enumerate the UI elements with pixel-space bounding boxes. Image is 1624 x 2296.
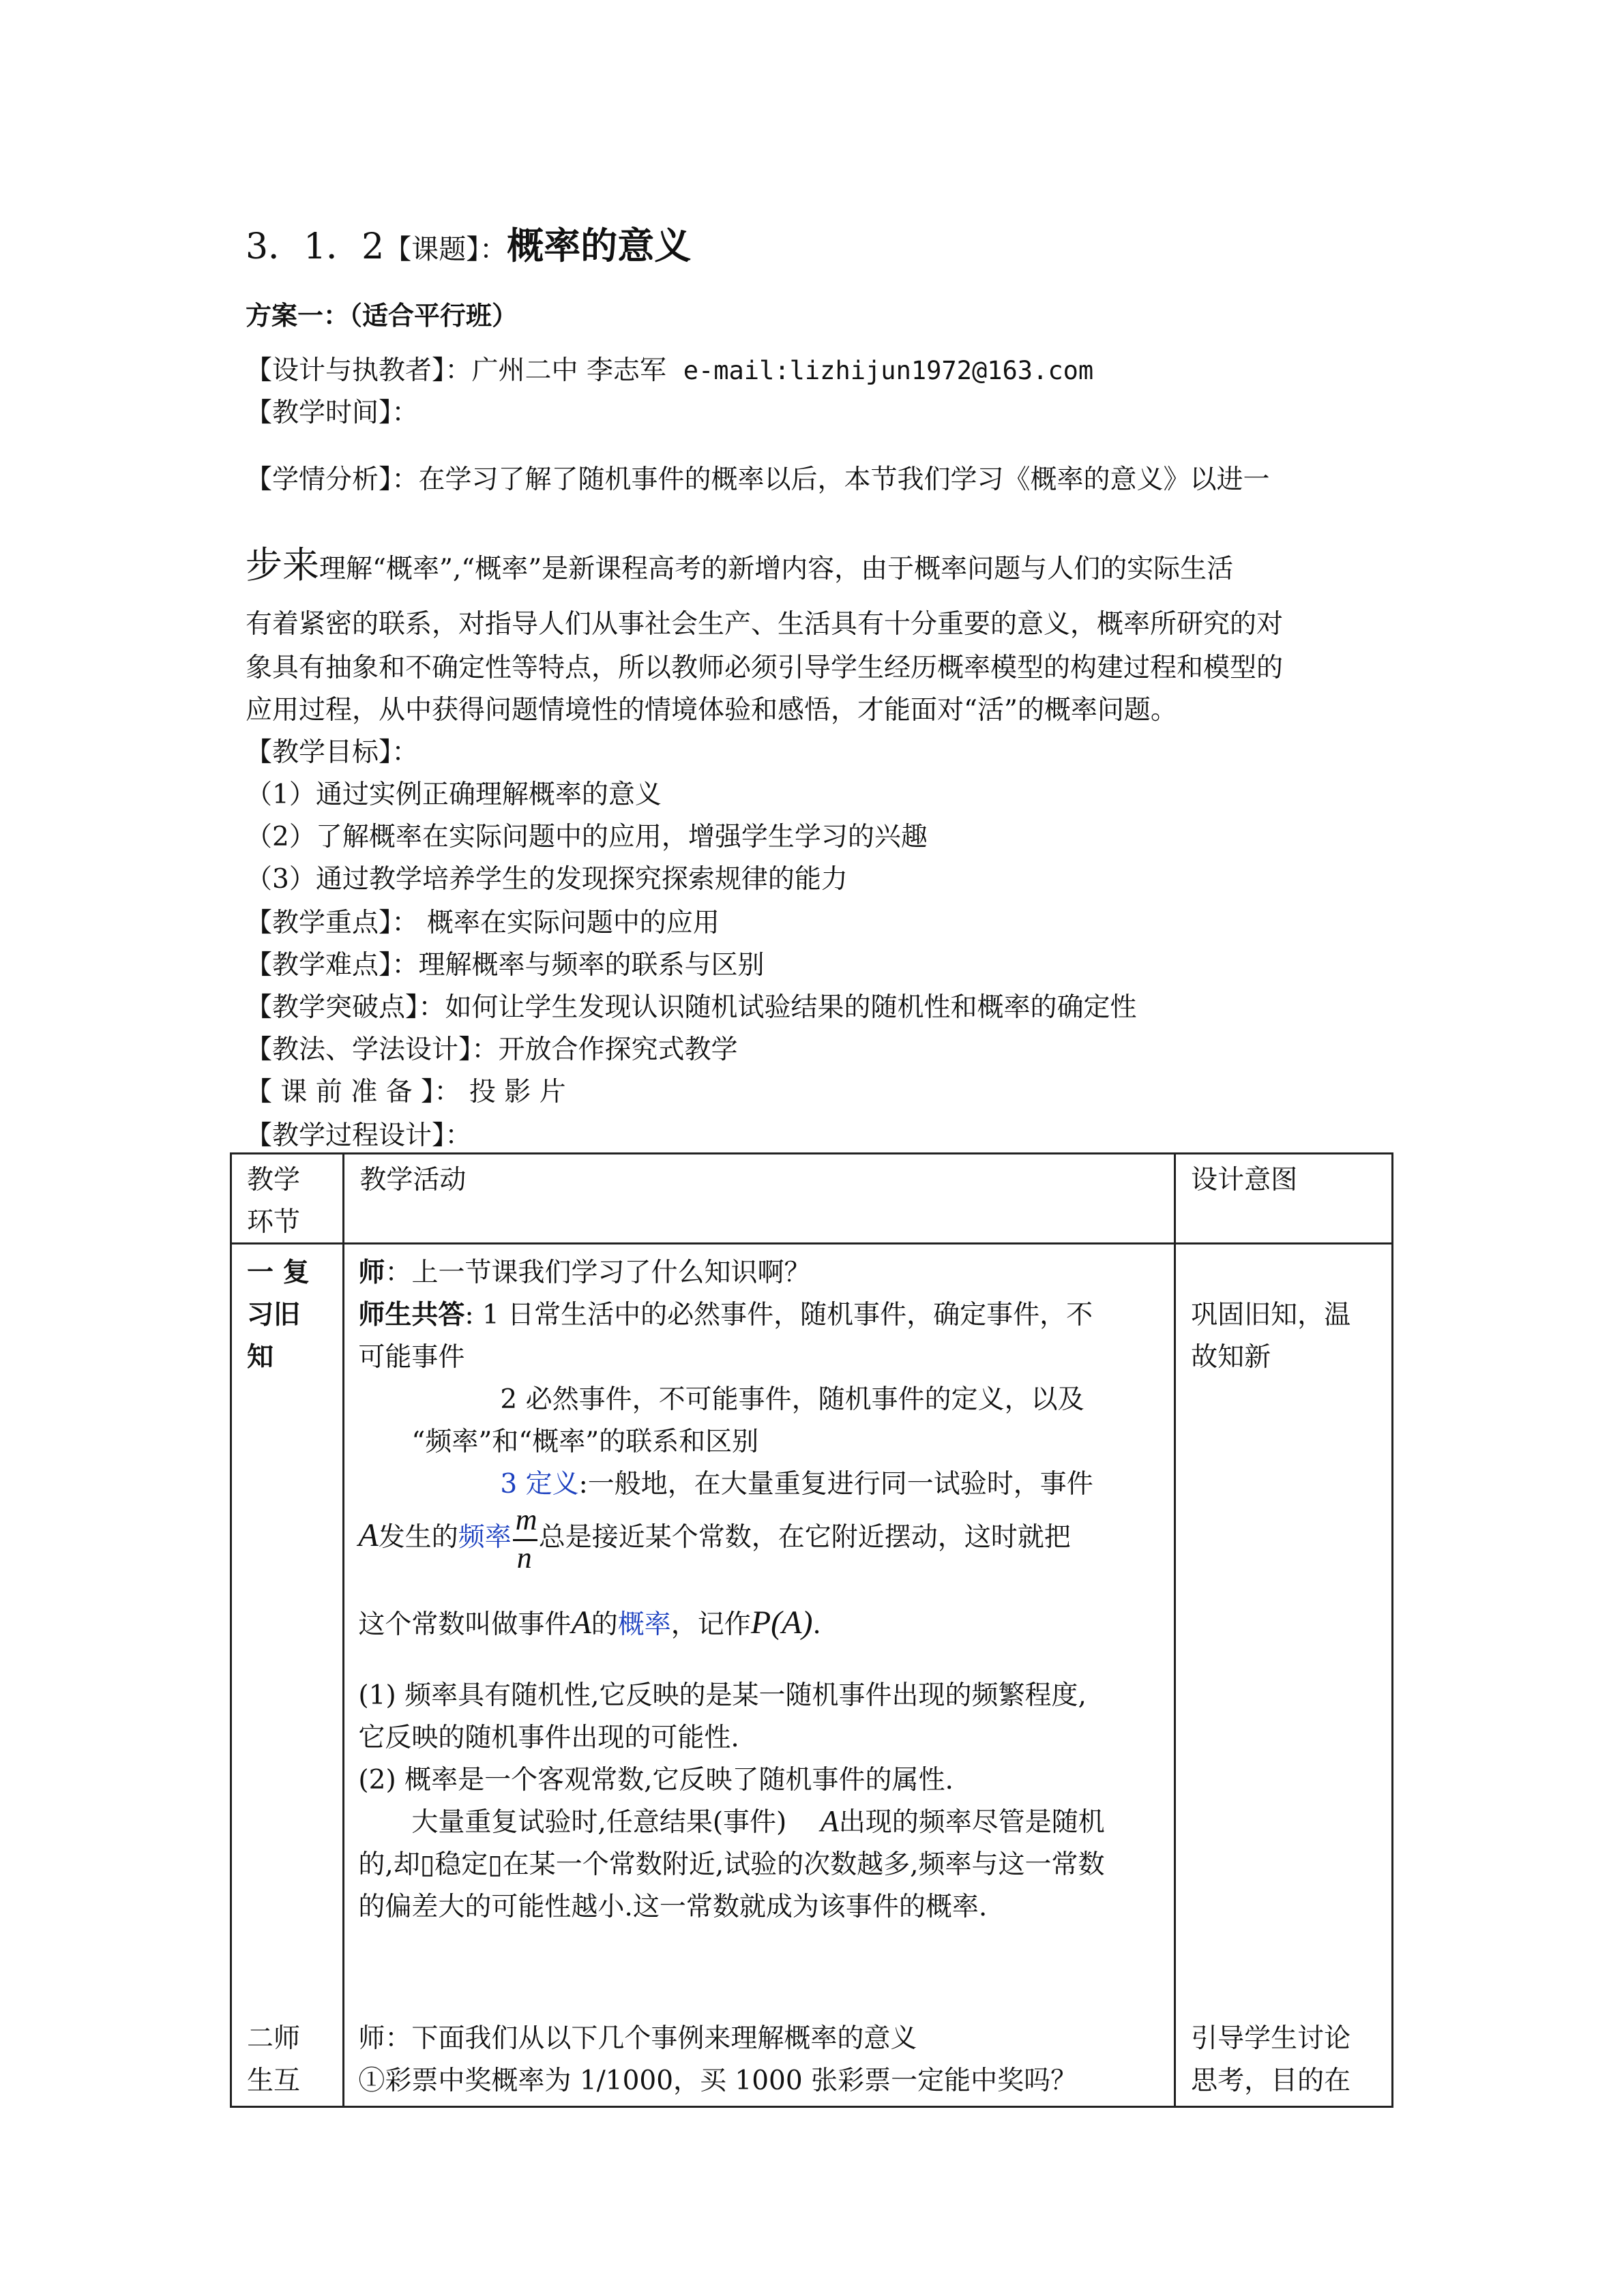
point-3a-pre: 大量重复试验时,任意结果(事件) <box>411 1807 787 1838</box>
analysis-line-2 <box>246 536 1233 588</box>
key-points: 【教学重点】： 概率在实际问题中的应用 <box>246 908 720 938</box>
denote-text: ，记作 <box>670 1609 751 1640</box>
analysis-line-5: 应用过程，从中获得问题情境性的情境体验和感悟，才能面对“活”的概率问题。 <box>246 695 1177 726</box>
intent-review-b: 故知新 <box>1191 1342 1271 1373</box>
title-tag: 【课题】： <box>384 234 507 265</box>
intent-cell-2 <box>1175 2014 1393 2107</box>
header-stage-b: 环节 <box>247 1207 301 1238</box>
probability-term: 概率 <box>617 1609 671 1640</box>
pa-notation: P(A) <box>750 1605 813 1641</box>
analysis-line-4: 象具有抽象和不确定性等特点，所以教师必须引导学生经历概率模型的构建过程和模型的 <box>246 653 1284 683</box>
stage-interact-b: 生互 <box>247 2065 301 2096</box>
designer-text: 【设计与执教者】：广州二中 李志军 <box>246 355 666 386</box>
definition-line <box>500 1463 1093 1501</box>
process-table <box>230 1152 1393 2108</box>
header-intent <box>1175 1154 1393 1244</box>
event-a-var-3: A <box>820 1804 839 1838</box>
constant-line <box>358 1603 821 1641</box>
answer-2a: 2 必然事件，不可能事件，随机事件的定义，以及 <box>500 1384 1084 1415</box>
event-a-var-2: A <box>571 1605 591 1641</box>
point-3a-post: 出现的频率尽管是随机 <box>838 1807 1105 1838</box>
stage-review-c: 知 <box>247 1342 274 1373</box>
point-3c: 的偏差大的可能性越小.这一常数就成为该事件的概率. <box>358 1892 988 1922</box>
preparation: 【 课 前 准 备 】： 投 影 片 <box>246 1077 566 1107</box>
page-title <box>246 217 691 269</box>
stage-review-b: 习旧 <box>247 1300 301 1330</box>
activity-cell <box>344 1244 1175 2014</box>
intent-interact-b: 思考，目的在 <box>1191 2065 1351 2096</box>
plan-heading: 方案一：（适合平行班） <box>246 301 518 331</box>
table-row <box>231 2014 1393 2107</box>
goals-heading: 【教学目标】： <box>246 737 419 768</box>
teacher-question-text: ：上一节课我们学习了什么知识啊？ <box>385 1257 811 1288</box>
header-activity <box>344 1154 1175 1244</box>
analysis-lead: 步来 <box>246 543 319 586</box>
fraction-numerator: m <box>515 1503 537 1536</box>
teaching-method: 【教法、学法设计】：开放合作探究式教学 <box>246 1034 738 1065</box>
designer-line <box>246 349 1093 387</box>
constant-text: 这个常数叫做事件 <box>358 1609 572 1640</box>
header-stage <box>231 1154 344 1244</box>
analysis-line-1: 【学情分析】：在学习了解了随机事件的概率以后，本节我们学习《概率的意义》以进一 <box>246 464 1270 495</box>
answer-1a: : 1 日常生活中的必然事件，随机事件，确定事件，不 <box>464 1300 1093 1330</box>
point-1a: (1) 频率具有随机性,它反映的是某一随机事件出现的频繁程度, <box>358 1680 1087 1711</box>
table-row <box>231 1244 1393 2014</box>
header-activity-label: 教学活动 <box>359 1165 467 1195</box>
process-heading: 【教学过程设计】： <box>246 1120 472 1151</box>
point-3b: 的,却▯稳定▯在某一个常数附近,试验的次数越多,频率与这一常数 <box>358 1849 1105 1880</box>
answer-1b: 可能事件 <box>358 1342 465 1373</box>
title-main: 概率的意义 <box>507 224 692 267</box>
analysis-line-2-rest: 理解“概率”,“概率”是新课程高考的新增内容，由于概率问题与人们的实际生活 <box>319 554 1234 584</box>
difficulties: 【教学难点】：理解概率与频率的联系与区别 <box>246 950 765 981</box>
title-number: 3．1．2 <box>246 226 385 267</box>
event-a-var: A <box>358 1517 379 1553</box>
intent-cell <box>1175 1244 1393 2014</box>
time-line: 【教学时间】： <box>246 398 419 428</box>
stage-interact-a: 二师 <box>247 2023 301 2054</box>
intent-review-a: 巩固旧知，温 <box>1191 1300 1351 1330</box>
point-1b: 它反映的随机事件出现的可能性. <box>358 1723 739 1753</box>
definition-text: :一般地，在大量重复进行同一试验时，事件 <box>578 1469 1093 1500</box>
header-stage-a: 教学 <box>247 1165 301 1195</box>
table-header-row <box>231 1154 1393 1244</box>
activity-2-line-2: ①彩票中奖概率为 1/1000，买 1000 张彩票一定能中奖吗？ <box>358 2065 1078 2096</box>
analysis-line-3: 有着紧密的联系，对指导人们从事社会生产、生活具有十分重要的意义，概率所研究的对 <box>246 609 1284 640</box>
of-text: 的 <box>591 1609 618 1640</box>
frequency-line <box>358 1505 1070 1580</box>
teacher-question <box>358 1251 810 1289</box>
breakthrough: 【教学突破点】：如何让学生发现认识随机试验结果的随机性和概率的确定性 <box>246 992 1137 1023</box>
fraction-m-over-n <box>512 1505 539 1573</box>
answer-label: 师生共答 <box>358 1300 465 1330</box>
stage-cell <box>231 1244 344 2014</box>
period: . <box>812 1609 821 1640</box>
occur-text: 发生的 <box>378 1522 458 1553</box>
goal-item-2: （2）了解概率在实际问题中的应用，增强学生学习的兴趣 <box>246 822 928 852</box>
goal-item-1: （1）通过实例正确理解概率的意义 <box>246 779 662 810</box>
email-text: e-mail:lizhijun1972@163.com <box>683 356 1094 385</box>
answer-2b: “频率”和“概率”的联系和区别 <box>411 1427 759 1457</box>
near-text: 总是接近某个常数，在它附近摆动，这时就把 <box>538 1522 1071 1553</box>
fraction-denominator: n <box>516 1541 532 1575</box>
header-intent-label: 设计意图 <box>1191 1165 1298 1195</box>
activity-2-line-1: 师：下面我们从以下几个事例来理解概率的意义 <box>358 2023 917 2054</box>
point-2: (2) 概率是一个客观常数,它反映了随机事件的属性. <box>358 1765 954 1795</box>
teacher-label: 师 <box>358 1257 385 1288</box>
frequency-term: 频率 <box>458 1522 512 1553</box>
stage-review-a: 一 复 <box>247 1257 310 1288</box>
definition-label: 3 定义 <box>500 1469 579 1500</box>
stage-cell-2 <box>231 2014 344 2107</box>
goal-item-3: （3）通过教学培养学生的发现探究探索规律的能力 <box>246 864 848 895</box>
activity-cell-2 <box>344 2014 1175 2107</box>
intent-interact-a: 引导学生讨论 <box>1191 2023 1351 2054</box>
answer-line-1 <box>358 1294 1093 1332</box>
point-3a <box>411 1801 1104 1839</box>
